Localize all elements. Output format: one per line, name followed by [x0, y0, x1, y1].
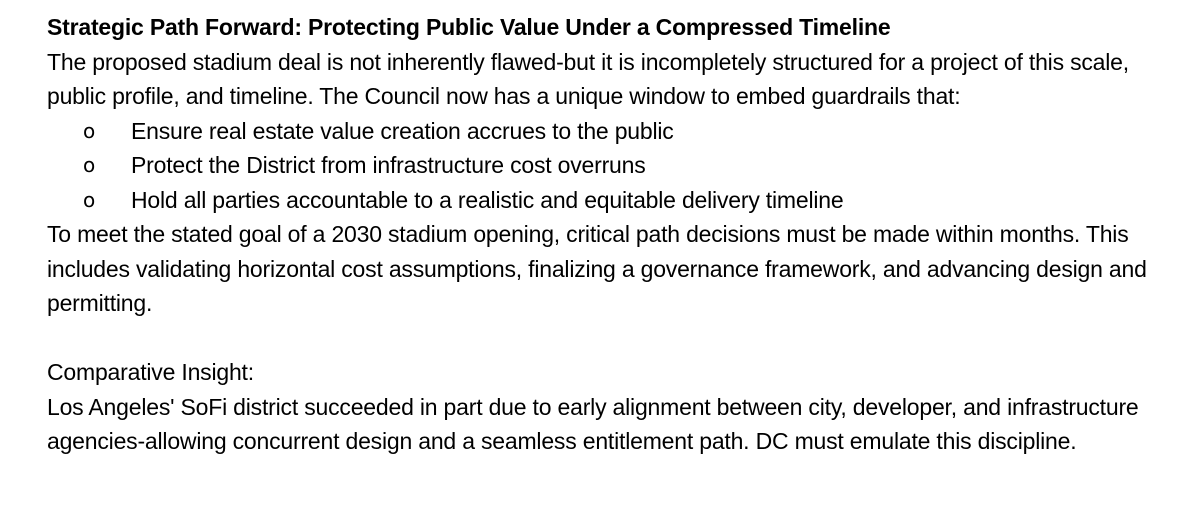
list-item-text: Protect the District from infrastructure cost overruns [131, 152, 646, 178]
closing-paragraph: To meet the stated goal of a 2030 stadium opening, critical path decisions must be made within months. This includes validating horizontal cost assumptions, finalizing a governance framework, and advancing design and permitting. [47, 221, 1147, 316]
section-heading: Strategic Path Forward: Protecting Public Value Under a Compressed Timeline [47, 14, 891, 40]
list-item-text: Ensure real estate value creation accrues to the public [131, 117, 674, 144]
list-item-text: Hold all parties accountable to a realistic and equitable delivery timeline [131, 186, 844, 213]
intro-paragraph: The proposed stadium deal is not inherently flawed-but it is incompletely structured for a project of this scale, public profile, and timeline. The Council now has a unique window to embed guardrails that: [47, 48, 1129, 109]
comparative-paragraph: Los Angeles' SoFi district succeeded in part due to early alignment between city, developer, and infrastructure agencies-allowing concurrent design and a seamless entitlement path. DC must emulate this discipline. [47, 393, 1139, 454]
list-item [47, 148, 1187, 183]
bullet-icon: o [83, 118, 96, 143]
list-item [47, 114, 1187, 149]
bullet-icon: o [83, 153, 96, 177]
bullet-icon: o [83, 187, 96, 212]
list-item [47, 183, 1187, 218]
document-body [47, 10, 1187, 459]
paragraph-spacer [47, 321, 1187, 356]
comparative-title: Comparative Insight: [47, 359, 254, 385]
guardrail-list [47, 114, 1187, 218]
